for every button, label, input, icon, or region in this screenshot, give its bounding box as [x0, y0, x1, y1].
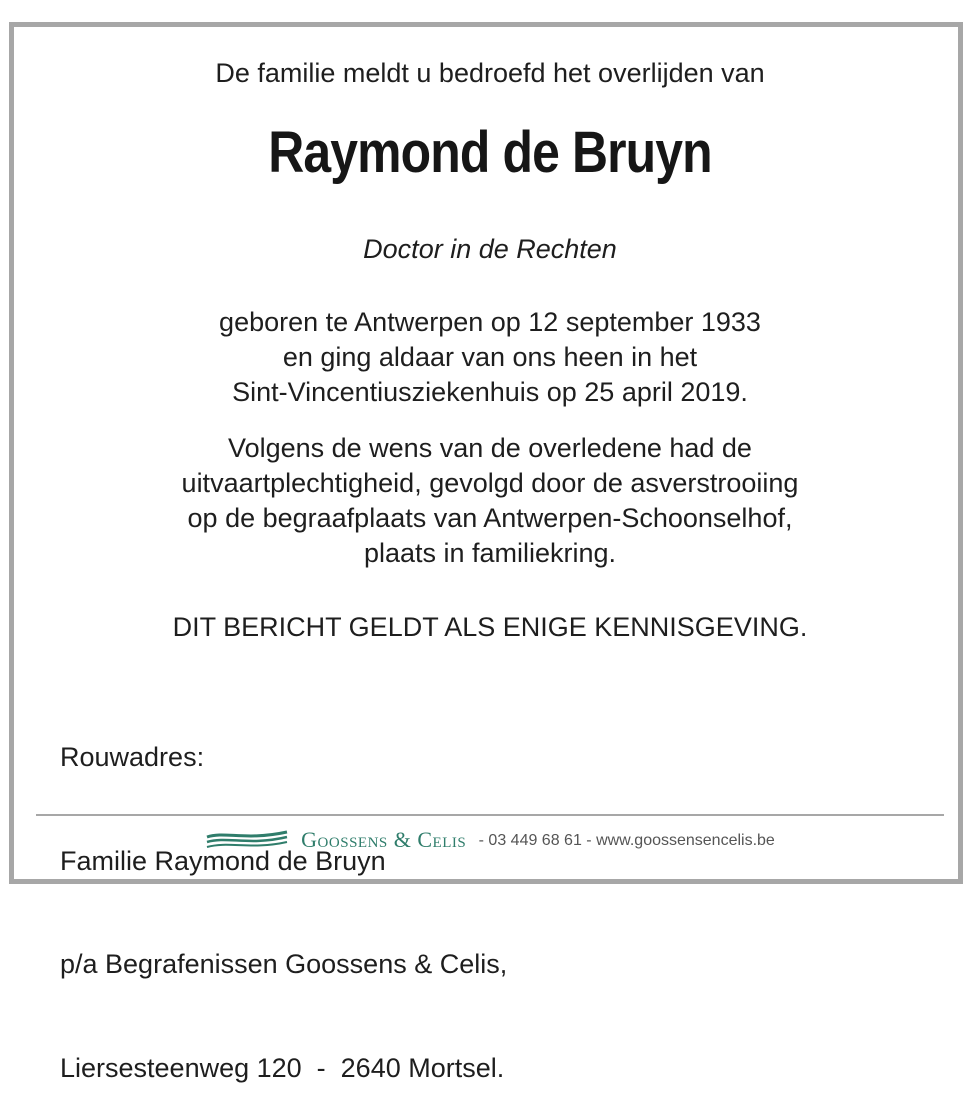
funeral-home-brand: Goossens & Celis: [301, 827, 467, 852]
wish-line: op de begraafplaats van Antwerpen-Schoonselhof,: [187, 503, 793, 533]
birth-line: Sint-Vincentiusziekenhuis op 25 april 2019.: [232, 377, 748, 407]
wish-line: uitvaartplechtigheid, gevolgd door de asverstrooiing: [181, 468, 799, 498]
birth-line: geboren te Antwerpen op 12 september 1933: [219, 307, 761, 337]
address-line: p/a Begrafenissen Goossens & Celis,: [60, 949, 508, 979]
deceased-title: Doctor in de Rechten: [363, 234, 617, 264]
wish-line: Volgens de wens van de overledene had de: [228, 433, 752, 463]
deceased-name: Raymond de Bruyn: [268, 120, 712, 185]
wish-line: plaats in familiekring.: [363, 538, 617, 568]
address-line: Liersesteenweg 120 - 2640 Mortsel.: [60, 1052, 505, 1083]
sole-notice-text: DIT BERICHT GELDT ALS ENIGE KENNISGEVING.: [172, 612, 808, 642]
address-label: Rouwadres:: [60, 742, 205, 772]
funeral-home-contact[interactable]: - 03 449 68 61 - www.goossensencelis.be: [474, 832, 775, 849]
funeral-wishes-paragraph: [0, 431, 980, 571]
funeral-home-footer: [0, 822, 980, 858]
waves-logo-icon: [205, 828, 289, 852]
birth-death-paragraph: [0, 305, 980, 410]
footer-divider: [36, 814, 944, 816]
mourning-address: [60, 671, 507, 1120]
intro-text: De familie meldt u bedroefd het overlijden van: [215, 58, 765, 88]
address-line: Familie Raymond de Bruyn: [60, 845, 386, 876]
birth-line: en ging aldaar van ons heen in het: [282, 342, 698, 372]
